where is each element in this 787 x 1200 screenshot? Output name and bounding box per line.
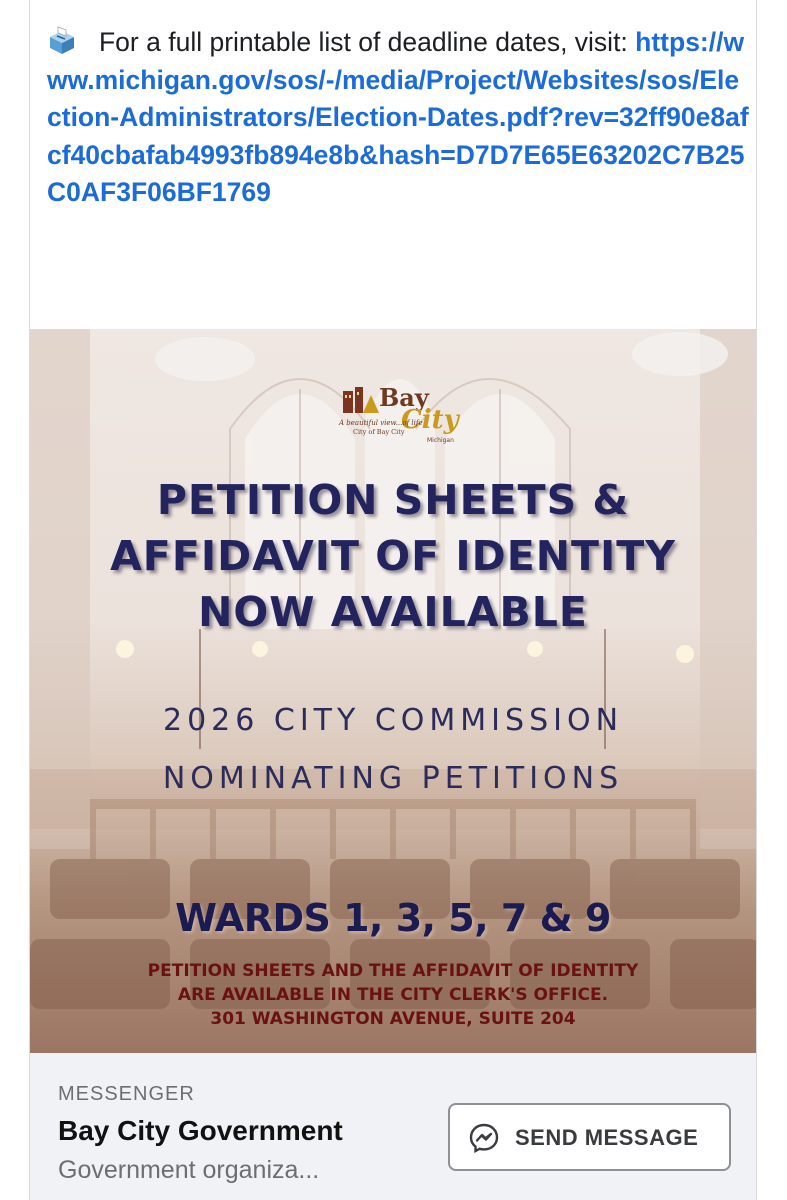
logo-name-city: City bbox=[401, 405, 459, 435]
bay-city-logo-emblem bbox=[341, 385, 379, 415]
page-category: Government organiza... bbox=[58, 1156, 320, 1184]
post-text bbox=[47, 24, 752, 212]
messenger-cta-bar bbox=[30, 1053, 756, 1200]
flyer-wards: WARDS 1, 3, 5, 7 & 9 bbox=[175, 896, 611, 940]
details-line: PETITION SHEETS AND THE AFFIDAVIT OF IDENTITY bbox=[147, 961, 639, 981]
deadline-dates-link[interactable]: https://www.michigan.gov/sos/-/media/Project/Websites/sos/Election-Administrators/Election-Dates.pdf?rev=32ff90e8afcf40cbafab4993fb894e8b&hash=D7D7E65E63202C7B25C0AF3F06BF1769 bbox=[47, 27, 749, 207]
headline-line: NOW AVAILABLE bbox=[198, 588, 588, 636]
flyer-headline bbox=[30, 472, 756, 640]
headline-line: AFFIDAVIT OF IDENTITY bbox=[110, 532, 676, 580]
post-frame-right bbox=[756, 0, 757, 1200]
logo-state: Michigan bbox=[427, 437, 454, 444]
messenger-icon bbox=[468, 1122, 500, 1154]
logo-name-bay: Bay bbox=[379, 383, 429, 412]
bay-city-logo bbox=[335, 377, 459, 457]
flyer-subhead bbox=[30, 692, 756, 808]
post-intro: For a full printable list of deadline dates, visit: bbox=[99, 27, 636, 57]
ballot-box-icon bbox=[47, 25, 77, 55]
details-line: 301 WASHINGTON AVENUE, SUITE 204 bbox=[210, 1009, 576, 1029]
send-message-label: SEND MESSAGE bbox=[515, 1125, 699, 1150]
petition-flyer-image[interactable] bbox=[30, 329, 756, 1053]
page-name[interactable]: Bay City Government bbox=[58, 1115, 343, 1146]
subhead-line: 2026 CITY COMMISSION bbox=[162, 703, 624, 738]
logo-subline: City of Bay City bbox=[353, 428, 405, 436]
logo-tagline: A beautiful view...of life bbox=[339, 419, 423, 427]
subhead-line: NOMINATING PETITIONS bbox=[162, 761, 624, 796]
details-line: ARE AVAILABLE IN THE CITY CLERK'S OFFICE. bbox=[177, 985, 609, 1005]
flyer-details bbox=[30, 959, 756, 1031]
send-message-button[interactable] bbox=[448, 1103, 731, 1171]
channel-label: MESSENGER bbox=[58, 1083, 195, 1105]
headline-line: PETITION SHEETS & bbox=[156, 476, 630, 524]
